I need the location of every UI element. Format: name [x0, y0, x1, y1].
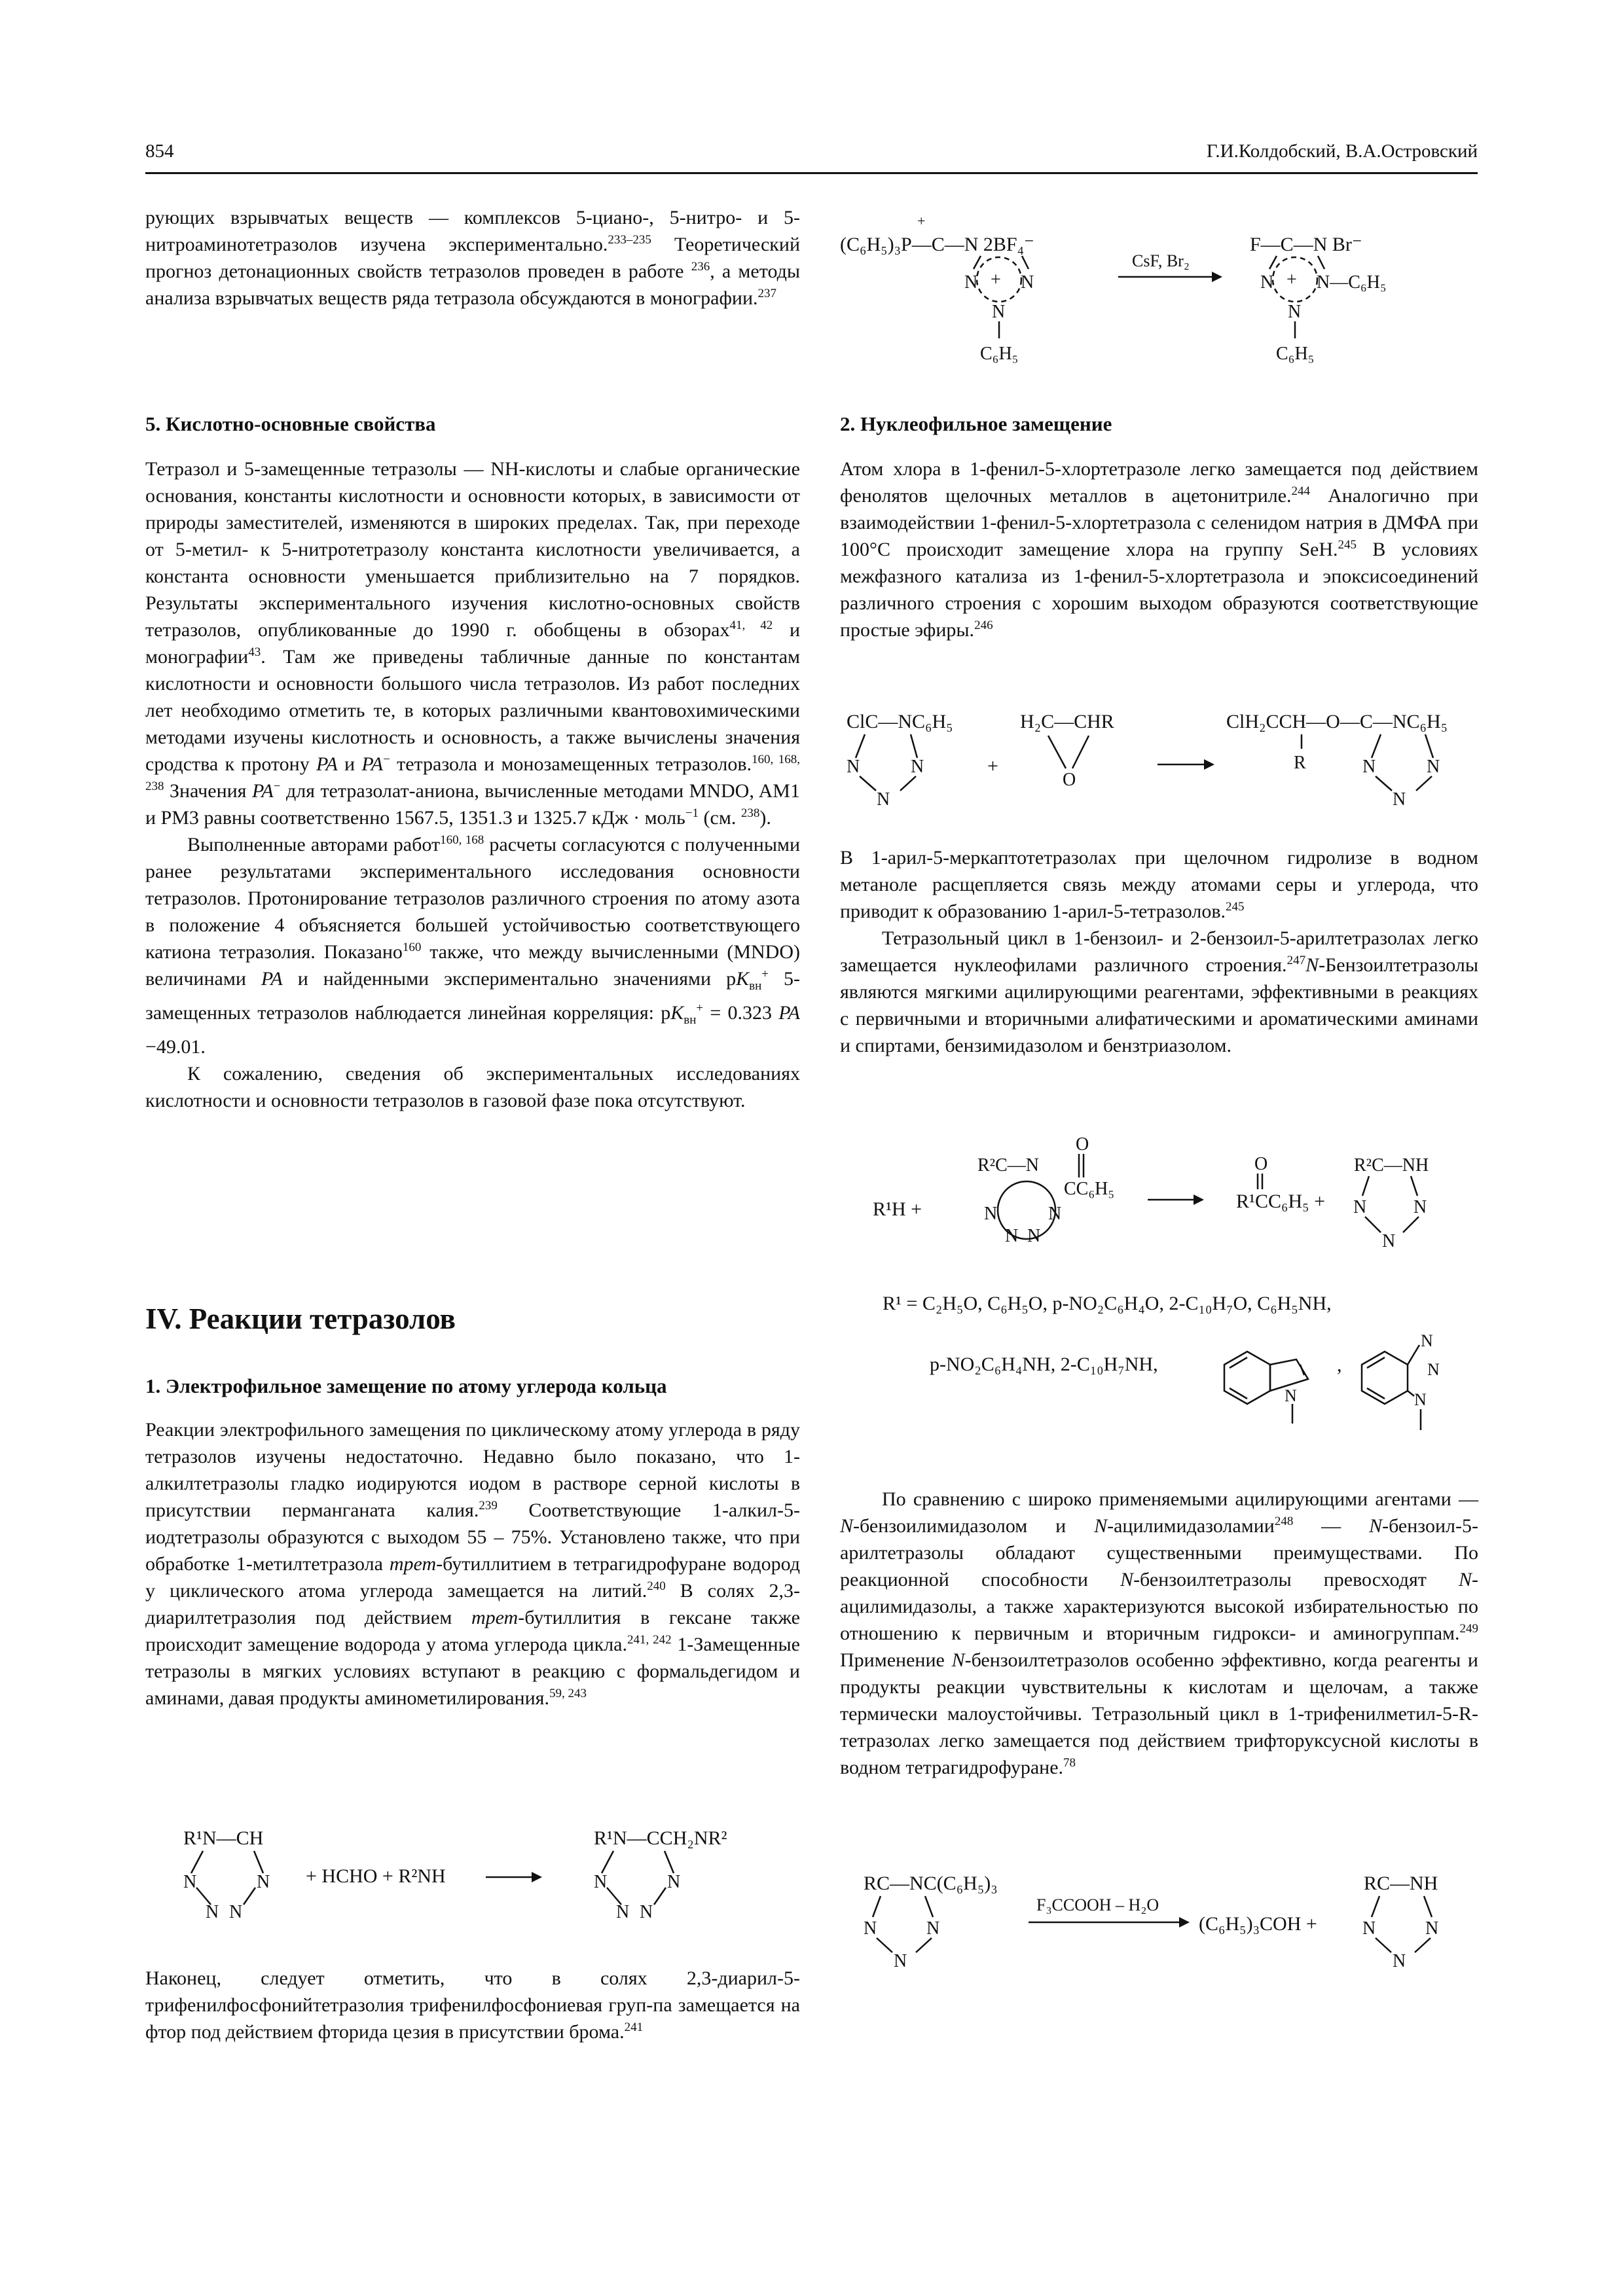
tetrazole-ring-acyl: [984, 1181, 1061, 1246]
section-5-title: 5. Кислотно-основные свойства: [145, 412, 436, 435]
fluorination-scheme: [840, 193, 1478, 376]
svg-text:N: N: [1425, 1918, 1439, 1939]
fluorine-paragraph: Наконец, следует отметить, что в солях 2,3-диарил-5-трифенилфосфонийтетразолия трифенилфосфониевая груп-па замещается на фтор под действием фторида цезия в присутствии брома.$^{241}$: [145, 1967, 800, 2043]
tetrazole-ring-nh: [1353, 1176, 1427, 1251]
svg-text:N: N: [911, 757, 924, 777]
svg-text:N: N: [1353, 1197, 1367, 1217]
r1-definition-line2: p-NO₂C₆H₄NH, 2-C₁₀H₇NH,: [930, 1354, 1158, 1375]
section-1: [145, 1373, 800, 1712]
chlorotetrazole-label: ClC—NC₆H₅: [847, 711, 953, 732]
svg-text:N: N: [864, 1918, 877, 1939]
svg-text:R: R: [1294, 753, 1306, 773]
indole-structure: [1224, 1352, 1308, 1424]
tetrazole-ring-product: [1362, 1896, 1438, 1971]
svg-text:N—C₆H₅: N—C₆H₅: [1317, 272, 1387, 293]
ether-scheme: [840, 700, 1478, 831]
section-2: [840, 411, 1478, 643]
tetrazole-ring-right: [594, 1851, 680, 1922]
ketone-product: R¹CC₆H₅ +: [1236, 1191, 1326, 1212]
running-authors: Г.И.Колдобский, В.А.Островский: [1206, 141, 1478, 162]
svg-text:N: N: [1027, 1226, 1041, 1246]
svg-text:N: N: [992, 302, 1006, 322]
arrow-head-icon: [1179, 1917, 1190, 1928]
trityl-scheme: [840, 1862, 1478, 1980]
benzoyltetrazole-label: R²C—N: [977, 1155, 1039, 1175]
svg-text:N: N: [1427, 1360, 1440, 1379]
svg-text:N: N: [894, 1951, 907, 1971]
section-5: [145, 411, 800, 1114]
svg-text:N: N: [257, 1872, 270, 1892]
svg-text:N: N: [1005, 1226, 1019, 1246]
benzotriazole-structure: [1362, 1331, 1440, 1430]
svg-text:N: N: [1393, 789, 1406, 810]
svg-text:N: N: [1414, 1390, 1427, 1409]
svg-text:+: +: [917, 213, 926, 229]
tetrazole-ring-b: [1362, 734, 1440, 810]
comparison-paragraph: По сравнению с широко применяемыми ацилирующими агентами — N-бензоилимидазолом и N-ацилимидазоламии$^{248}$ — N-бензоил-5-арилтетразолы обладают существенными преимуществами. По реакционной способности N-бензоилтетразолы превосходят N-ацилимидазолы, а также характеризуются высокой избирательностью по отношению к первичным и вторичным гидрокси- и аминогруппам.$^{249}$ Применение N-бензоилтетразолов особенно эффективно, когда реагенты и продукты реакции чувствительны к кислотам и щелочам, а также термически малоустойчивы. Тетразольный цикл в 1-трифенилметил-5-R-тетразолах легко замещается под действием трифторуксусной кислоты в водном тетрагидрофуране.$^{78}$: [840, 1488, 1479, 1778]
section-2-title: 2. Нуклеофильное замещение: [840, 412, 1112, 435]
svg-text:N: N: [847, 757, 860, 777]
svg-text:N: N: [1382, 1231, 1396, 1251]
product-label: R¹N—CCH₂NR²: [594, 1827, 727, 1849]
svg-text:N: N: [206, 1902, 219, 1922]
svg-text:+: +: [987, 755, 998, 777]
svg-text:+: +: [1286, 270, 1297, 290]
svg-text:CC₆H₅: CC₆H₅: [1064, 1179, 1115, 1199]
reagents-label: + HCHO + R²NH: [306, 1865, 446, 1887]
fluoro-product: F—C—N Br⁻: [1250, 234, 1362, 255]
svg-text:N: N: [1260, 272, 1274, 293]
calc-paragraph: Выполненные авторами работ$^{160, 168}$ расчеты согласуются с полученными ранее результатами экспериментального исследования основности тетразолов. Протонирование тетразолов различного строения по атому азота в положение 4 объясняется большей устойчивостью соответствующего катиона тетразолия. Показано$^{160}$ также, что между вычисленными (MNDO) величинами PA и найденными экспериментально значениями $pK_{вн}^+$ 5-замещенных тетразолов наблюдается линейная корреляция: $pK_{вн}^+ = 0.323$ PA −49.01.: [145, 833, 801, 1058]
acid-base-paragraph: Тетразол и 5-замещенные тетразолы — NH-кислоты и слабые органические основания, константы кислотности и основности которых, в зависимости от природы заместителей, изменяются в широких пределах. Так, при переходе от 5-метил- к 5-нитротетразолу константа кислотности увеличивается, а константа основности уменьшается приблизительно на 7 порядков. Результаты экспериментального изучения кислотно-основных свойств тетразолов, опубликованные до 1990 г. обобщены в обзорах$^{41, 42}$ и монографии$^{43}$. Там же приведены табличные данные по константам кислотности и основности большого числа тетразолов. Из работ последних лет необходимо отметить те, в которых различными квантовохимическими методами изучены кислотность и основность, а также вычислены значения сродства к протону PA и PA− тетразола и монозамещенных тетразолов.$^{160, 168, 238}$ Значения PA− для тетразолат-аниона, вычисленные методами MNDO, AM1 и PM3 равны соответственно 1567.5, 1351.3 и 1325.7 кДж · моль$^{-1}$ (см. $^{238}$).: [145, 458, 801, 829]
acylation-scheme: [840, 1129, 1478, 1273]
tetrazolium-ring-right: [1260, 256, 1387, 364]
tetrazole-ring-a: [847, 734, 924, 810]
chapter-title: IV. Реакции тетразолов: [145, 1302, 456, 1335]
svg-text:N: N: [877, 789, 890, 810]
right-comparison: [840, 1486, 1478, 1781]
svg-text:N: N: [1285, 1386, 1297, 1405]
left-intro: [145, 204, 800, 312]
svg-text:+: +: [991, 270, 1001, 290]
arrow-head-icon: [532, 1872, 542, 1882]
svg-text:N: N: [964, 272, 978, 293]
svg-text:N: N: [667, 1872, 681, 1892]
reagent-csf: CsF, Br₂: [1132, 251, 1190, 270]
trityl-tetrazole-label: RC—NC(C₆H₅)₃: [864, 1873, 998, 1894]
epoxide-ring: [1048, 736, 1089, 790]
page-number: 854: [145, 141, 174, 162]
arrow-head-icon: [1204, 759, 1214, 770]
svg-text:N: N: [1048, 1204, 1062, 1224]
svg-text:O: O: [1076, 1134, 1089, 1155]
tetrazolium-ring-left: [964, 256, 1034, 364]
svg-text:N: N: [1421, 1331, 1433, 1350]
mercapto-paragraph: В 1-арил-5-меркаптотетразолах при щелочном гидролизе в водном метаноле расщепляется связь между атомами серы и углерода, что приводит к образованию 1-арил-5-тетразолов.$^{245}$: [840, 847, 1478, 922]
epoxide-label: H₂C—CHR: [1020, 711, 1114, 732]
svg-text:N: N: [1362, 757, 1376, 777]
nh-tetrazole-label: R²C—NH: [1354, 1155, 1429, 1175]
svg-text:N: N: [229, 1902, 243, 1922]
benzoyl-paragraph: Тетразольный цикл в 1-бензоил- и 2-бензоил-5-арилтетразолах легко замещается нуклеофилами различного строения.$^{247}$N-Бензоилтетразолы являются мягкими ацилирующими реагентами, эффективными в реакциях с первичными и вторичными алифатическими и ароматическими аминами и спиртами, бензимидазолом и бензтриазолом.: [840, 927, 1478, 1056]
tetrazole-ring-left: [183, 1851, 270, 1922]
svg-text:N: N: [926, 1918, 940, 1939]
phosphonium-reactant: (C₆H₅)₃P—C—N 2BF₄⁻: [840, 234, 1034, 255]
section-1-title: 1. Электрофильное замещение по атому углерода кольца: [145, 1374, 667, 1397]
svg-text:N: N: [1288, 302, 1302, 322]
svg-text:N: N: [616, 1902, 630, 1922]
aminomethylation-scheme: [145, 1820, 800, 1931]
svg-text:N: N: [640, 1902, 653, 1922]
svg-text:N: N: [1021, 272, 1034, 293]
reactant-label: R¹N—CH: [183, 1827, 264, 1849]
svg-text:O: O: [1063, 770, 1076, 790]
svg-text:N: N: [594, 1872, 608, 1892]
reagent-tfa: F₃CCOOH – H₂O: [1036, 1895, 1159, 1914]
svg-text:O: O: [1254, 1154, 1268, 1174]
svg-text:,: ,: [1337, 1354, 1342, 1376]
left-final: [145, 1965, 800, 2045]
svg-text:N: N: [1362, 1918, 1376, 1939]
arrow-head-icon: [1212, 272, 1222, 282]
svg-text:N: N: [984, 1204, 998, 1224]
nh-tetrazole-product: RC—NH: [1364, 1873, 1438, 1894]
svg-text:C₆H₅: C₆H₅: [1276, 344, 1315, 364]
gas-phase-paragraph: К сожалению, сведения об экспериментальных исследованиях кислотности и основности тетразолов в газовой фазе пока отсутствуют.: [145, 1063, 800, 1111]
page-header: [145, 134, 1478, 174]
arrow-head-icon: [1194, 1194, 1204, 1205]
r1-definition-line1: R¹ = C₂H₅O, C₆H₅O, p-NO₂C₆H₄O, 2-C₁₀H₇O, C₆H₅NH,: [883, 1293, 1332, 1314]
nucleophilic-paragraph: Атом хлора в 1-фенил-5-хлортетразоле легко замещается под действием фенолятов щелочных металлов в ацетонитриле.$^{244}$ Аналогично при взаимодействии 1-фенил-5-хлортетразола с селенидом натрия в ДМФА при 100°С происходит замещение хлора на группу SeH.$^{245}$ В условиях межфазного катализа из 1-фенил-5-хлортетразола и эпоксисоединений различного строения с хорошим выходом образуются соответствующие простые эфиры.$^{246}$: [840, 458, 1478, 641]
heterocycle-structures: [1211, 1319, 1486, 1443]
svg-text:N: N: [1393, 1951, 1406, 1971]
chapter-iv: [145, 1301, 800, 1336]
right-mid: [840, 844, 1478, 1059]
electrophilic-paragraph: Реакции электрофильного замещения по циклическому атому углерода в ряду тетразолов изучены недостаточно. Недавно было показано, что 1-алкилтетразолы гладко иодируются иодом в растворе серной кислоты в присутствии перманганата калия.$^{239}$ Соответствующие 1-алкил-5-иодтетразолы образуются с выходом 55 – 75%. Установлено также, что при обработке 1-метилтетразола трет-бутиллитием в тетрагидрофуране водород у циклического атома углерода замещается на литий.$^{240}$ В солях 2,3-диарилтетразолия под действием трет-бутиллития в гексане также происходит замещение водорода у атома углерода цикла.$^{241, 242}$ 1-Замещенные тетразолы в мягких условиях вступают в реакцию с формальдегидом и аминами, давая продукты аминометилирования.$^{59, 243}$: [145, 1419, 800, 1709]
svg-text:N: N: [183, 1872, 197, 1892]
intro-paragraph: рующих взрывчатых веществ — комплексов 5-циано-, 5-нитро- и 5-нитроаминотетразолов изучена экспериментально.$^{233-235}$ Теоретический прогноз детонационных свойств тетразолов проведен в работе $^{236}$, а методы анализа взрывчатых веществ ряда тетразола обсуждаются в монографии.$^{237}$: [145, 207, 801, 309]
triphenylmethanol-product: (C₆H₅)₃COH +: [1199, 1913, 1317, 1935]
nucleophile-label: R¹H +: [873, 1198, 922, 1220]
svg-text:N: N: [1413, 1197, 1427, 1217]
svg-text:C₆H₅: C₆H₅: [980, 344, 1019, 364]
svg-text:N: N: [1427, 757, 1440, 777]
ether-product: ClH₂CCH—O—C—NC₆H₅: [1226, 711, 1448, 732]
tetrazole-ring-trityl: [864, 1896, 939, 1971]
